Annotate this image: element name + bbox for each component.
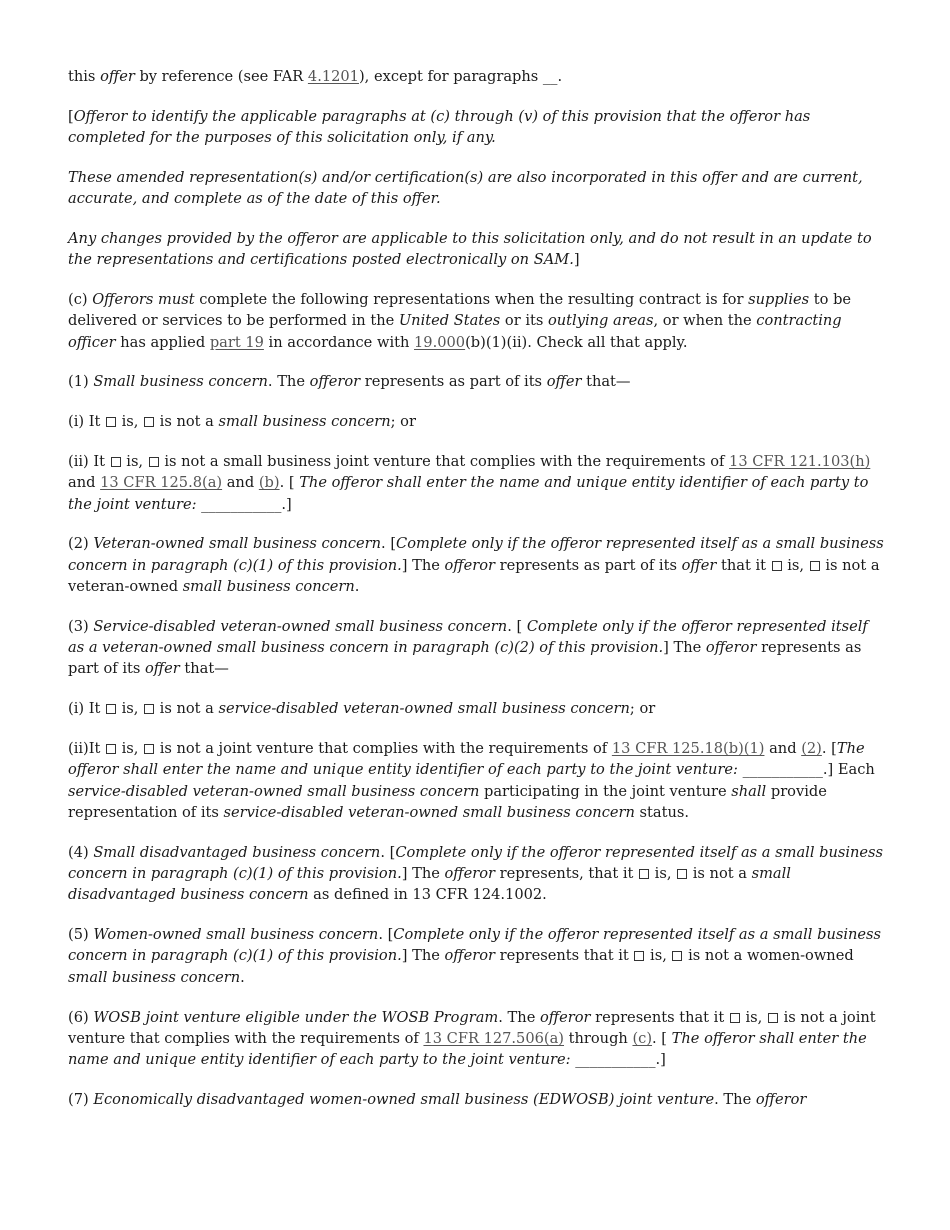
- italic-text: small business concern: [182, 578, 355, 596]
- text-run: is,: [121, 453, 148, 471]
- text-run: ), except for paragraphs __.: [358, 68, 563, 85]
- text-run: is not a: [155, 700, 219, 718]
- italic-text: offeror: [705, 639, 757, 657]
- text-run: is,: [740, 1008, 767, 1026]
- text-run: . [: [378, 926, 394, 944]
- text-run: participating in the joint venture: [479, 782, 732, 800]
- reference-link[interactable]: 13 CFR 127.506(a): [423, 1029, 565, 1047]
- italic-text: service-disabled veteran-owned small business concern: [223, 803, 635, 821]
- text-run: ___________.]: [570, 1051, 666, 1069]
- checkbox[interactable]: [772, 561, 782, 571]
- italic-text: small disadvantaged business concern: [68, 865, 791, 904]
- text-run: .: [240, 968, 245, 986]
- text-run: is,: [645, 947, 672, 965]
- text-run: is,: [116, 413, 144, 431]
- text-run: ] The: [401, 947, 445, 965]
- checkbox[interactable]: [730, 1013, 740, 1023]
- italic-text: Women-owned small business concern: [93, 926, 379, 944]
- checkbox[interactable]: [768, 1013, 778, 1023]
- paragraph: [68, 1089, 888, 1110]
- paragraph: [68, 924, 888, 988]
- paragraph: [68, 228, 888, 271]
- text-run: (ii)It: [68, 740, 105, 758]
- italic-text: small business concern: [68, 968, 241, 986]
- paragraph: [68, 289, 888, 353]
- text-run: (5): [68, 926, 94, 944]
- reference-link[interactable]: (c): [632, 1029, 653, 1047]
- italic-text: Complete only if the offeror represented itself as a small business concern in paragraph (c)(1) of this provision.: [68, 926, 882, 965]
- text-run: or its: [500, 312, 548, 330]
- paragraph: [68, 106, 888, 149]
- italic-text: service-disabled veteran-owned small business concern: [218, 700, 630, 718]
- text-run: status.: [634, 803, 689, 821]
- text-run: as defined in 13 CFR 124.1002.: [308, 886, 547, 904]
- text-run: , or when the: [653, 312, 757, 330]
- text-run: ] The: [401, 865, 445, 883]
- text-run: is,: [782, 556, 809, 574]
- checkbox[interactable]: [144, 417, 154, 427]
- text-run: is not a joint venture that complies with the requirements of: [68, 1008, 876, 1047]
- italic-text: Complete only if the offeror represented itself as a small business concern in paragraph (c)(1) of this provision.: [68, 843, 884, 883]
- text-run: ]: [573, 251, 580, 269]
- checkbox[interactable]: [639, 869, 649, 879]
- italic-text: The offeror shall enter the name and unique entity identifier of each party to the joint venture:: [68, 1029, 867, 1069]
- text-run: complete the following representations when the resulting contract is for: [194, 291, 749, 309]
- text-run: (6): [68, 1008, 94, 1026]
- text-run: is not a women-owned: [683, 947, 854, 965]
- paragraph: [68, 167, 888, 210]
- text-run: ; or: [390, 413, 416, 431]
- checkbox[interactable]: [111, 457, 121, 467]
- paragraph: [68, 738, 888, 823]
- text-run: is,: [117, 740, 144, 758]
- text-run: . [: [821, 740, 837, 758]
- italic-text: Economically disadvantaged women-owned small business (EDWOSB) joint venture: [93, 1090, 715, 1108]
- text-run: ___________.]: [196, 495, 292, 513]
- text-run: to be delivered or services to be performed in the: [68, 291, 852, 330]
- italic-text: Small disadvantaged business concern: [93, 843, 381, 861]
- text-run: . [: [381, 535, 397, 553]
- text-run: is,: [116, 700, 144, 718]
- text-run: (c): [68, 291, 93, 309]
- checkbox[interactable]: [106, 744, 116, 754]
- text-run: represents as part of its: [360, 373, 547, 391]
- italic-text: offeror: [444, 947, 496, 965]
- text-run: . [: [507, 617, 527, 635]
- text-run: that—: [179, 660, 229, 678]
- paragraph: [68, 451, 888, 515]
- checkbox[interactable]: [106, 417, 116, 427]
- italic-text: outlying areas: [547, 312, 654, 330]
- reference-link[interactable]: 4.1201: [307, 68, 359, 85]
- text-run: is not a joint venture that complies with the requirements of: [155, 740, 612, 758]
- text-run: [: [68, 107, 74, 125]
- text-run: . The: [498, 1008, 540, 1026]
- text-run: . [: [380, 843, 396, 861]
- reference-link[interactable]: 13 CFR 121.103(h): [729, 453, 871, 471]
- text-run: is,: [650, 865, 677, 883]
- text-run: through: [564, 1029, 633, 1047]
- text-run: .: [354, 578, 360, 596]
- text-run: . The: [714, 1090, 756, 1108]
- text-run: is not a: [688, 865, 752, 883]
- text-run: and: [222, 474, 259, 492]
- italic-text: offer: [145, 660, 180, 678]
- text-run: is not a small business joint venture that complies with the requirements of: [159, 453, 730, 471]
- paragraph: [68, 1007, 888, 1071]
- text-run: and: [764, 740, 802, 758]
- italic-text: Small business concern: [93, 373, 268, 391]
- text-run: this: [68, 68, 101, 85]
- text-run: (3): [68, 617, 94, 635]
- italic-text: Offeror to identify the applicable paragraphs at (c) through (v) of this provision that the offeror has completed for the purposes of this solicitation only, if any.: [68, 107, 811, 147]
- text-run: represents that it: [590, 1008, 729, 1026]
- italic-text: Complete only if the offeror represented itself as a small business concern in paragraph (c)(1) of this provision.: [68, 535, 884, 574]
- checkbox[interactable]: [144, 744, 154, 754]
- italic-text: United States: [398, 312, 501, 330]
- italic-text: The offeror shall enter the name and unique entity identifier of each party to the joint venture:: [68, 474, 869, 513]
- italic-text: Offerors must: [92, 291, 195, 309]
- text-run: (b)(1)(ii). Check all that apply.: [465, 333, 688, 351]
- italic-text: offeror: [444, 556, 496, 574]
- checkbox[interactable]: [144, 704, 154, 714]
- text-run: (1): [68, 373, 94, 391]
- checkbox[interactable]: [672, 951, 682, 961]
- text-run: ; or: [629, 700, 656, 718]
- text-run: represents as part of its: [68, 639, 862, 678]
- checkbox[interactable]: [634, 951, 644, 961]
- document-page: [68, 66, 888, 1129]
- text-run: and: [68, 474, 101, 492]
- text-run: is not a: [155, 413, 219, 431]
- text-run: . [: [279, 474, 300, 492]
- italic-text: contracting officer: [68, 312, 842, 351]
- italic-text: offer: [546, 373, 582, 391]
- text-run: ___________.] Each: [737, 761, 875, 779]
- text-run: . [: [652, 1029, 672, 1047]
- checkbox[interactable]: [677, 869, 687, 879]
- paragraph: [68, 533, 888, 597]
- text-run: provide representation of its: [68, 782, 827, 821]
- reference-link[interactable]: (2): [801, 740, 822, 758]
- italic-text: Service-disabled veteran-owned small business concern: [93, 617, 508, 635]
- italic-text: These amended representation(s) and/or certification(s) are also incorporated in this offer and are current, accurate, and complete as of the date of this offer.: [68, 168, 863, 208]
- text-run: (4): [68, 843, 94, 861]
- italic-text: WOSB joint venture eligible under the WOSB Program: [93, 1008, 499, 1026]
- paragraph: [68, 842, 888, 906]
- italic-text: offeror: [309, 373, 361, 391]
- checkbox[interactable]: [106, 704, 116, 714]
- paragraph: [68, 66, 888, 87]
- text-run: in accordance with: [263, 333, 415, 351]
- text-run: . The: [267, 373, 310, 391]
- text-run: ] The: [663, 639, 706, 657]
- text-run: by reference (see FAR: [134, 68, 308, 85]
- italic-text: Any changes provided by the offeror are applicable to this solicitation only, and do not result in an update to the representations and certifications posted electronically on SAM.: [68, 229, 872, 269]
- text-run: is not a veteran-owned: [68, 556, 880, 596]
- italic-text: offeror: [444, 865, 496, 883]
- italic-text: The offeror shall enter the name and unique entity identifier of each party to the joint venture:: [68, 740, 865, 779]
- text-run: represents as part of its: [495, 556, 682, 574]
- paragraph: [68, 698, 888, 719]
- text-run: (i) It: [68, 700, 105, 718]
- text-run: represents that it: [495, 947, 634, 965]
- italic-text: offer: [681, 556, 717, 574]
- italic-text: service-disabled veteran-owned small business concern: [68, 782, 480, 800]
- italic-text: small business concern: [218, 413, 391, 431]
- reference-link[interactable]: 13 CFR 125.8(a): [100, 474, 223, 492]
- checkbox[interactable]: [149, 457, 159, 467]
- text-run: has applied: [115, 333, 210, 351]
- reference-link[interactable]: (b): [258, 474, 280, 492]
- paragraph: [68, 371, 888, 392]
- text-run: ] The: [401, 556, 445, 574]
- italic-text: offeror: [539, 1008, 591, 1026]
- text-run: (i) It: [68, 413, 105, 431]
- text-run: represents, that it: [495, 865, 639, 883]
- italic-text: offeror: [755, 1090, 807, 1108]
- italic-text: Complete only if the offeror represented itself as a veteran-owned small business concern in paragraph (c)(2) of this provision.: [68, 617, 868, 657]
- checkbox[interactable]: [810, 561, 820, 571]
- italic-text: Veteran-owned small business concern: [93, 535, 382, 553]
- text-run: that—: [581, 373, 631, 391]
- text-run: that it: [716, 556, 771, 574]
- italic-text: offer: [100, 68, 135, 85]
- reference-link[interactable]: part 19: [209, 333, 264, 351]
- paragraph: [68, 616, 888, 680]
- reference-link[interactable]: 13 CFR 125.18(b)(1): [611, 740, 765, 758]
- italic-text: supplies: [748, 291, 810, 309]
- text-run: (7): [68, 1090, 94, 1108]
- italic-text: shall: [731, 782, 767, 800]
- text-run: (ii) It: [68, 453, 110, 471]
- paragraph: [68, 411, 888, 432]
- reference-link[interactable]: 19.000: [414, 333, 466, 351]
- text-run: (2): [68, 535, 94, 553]
